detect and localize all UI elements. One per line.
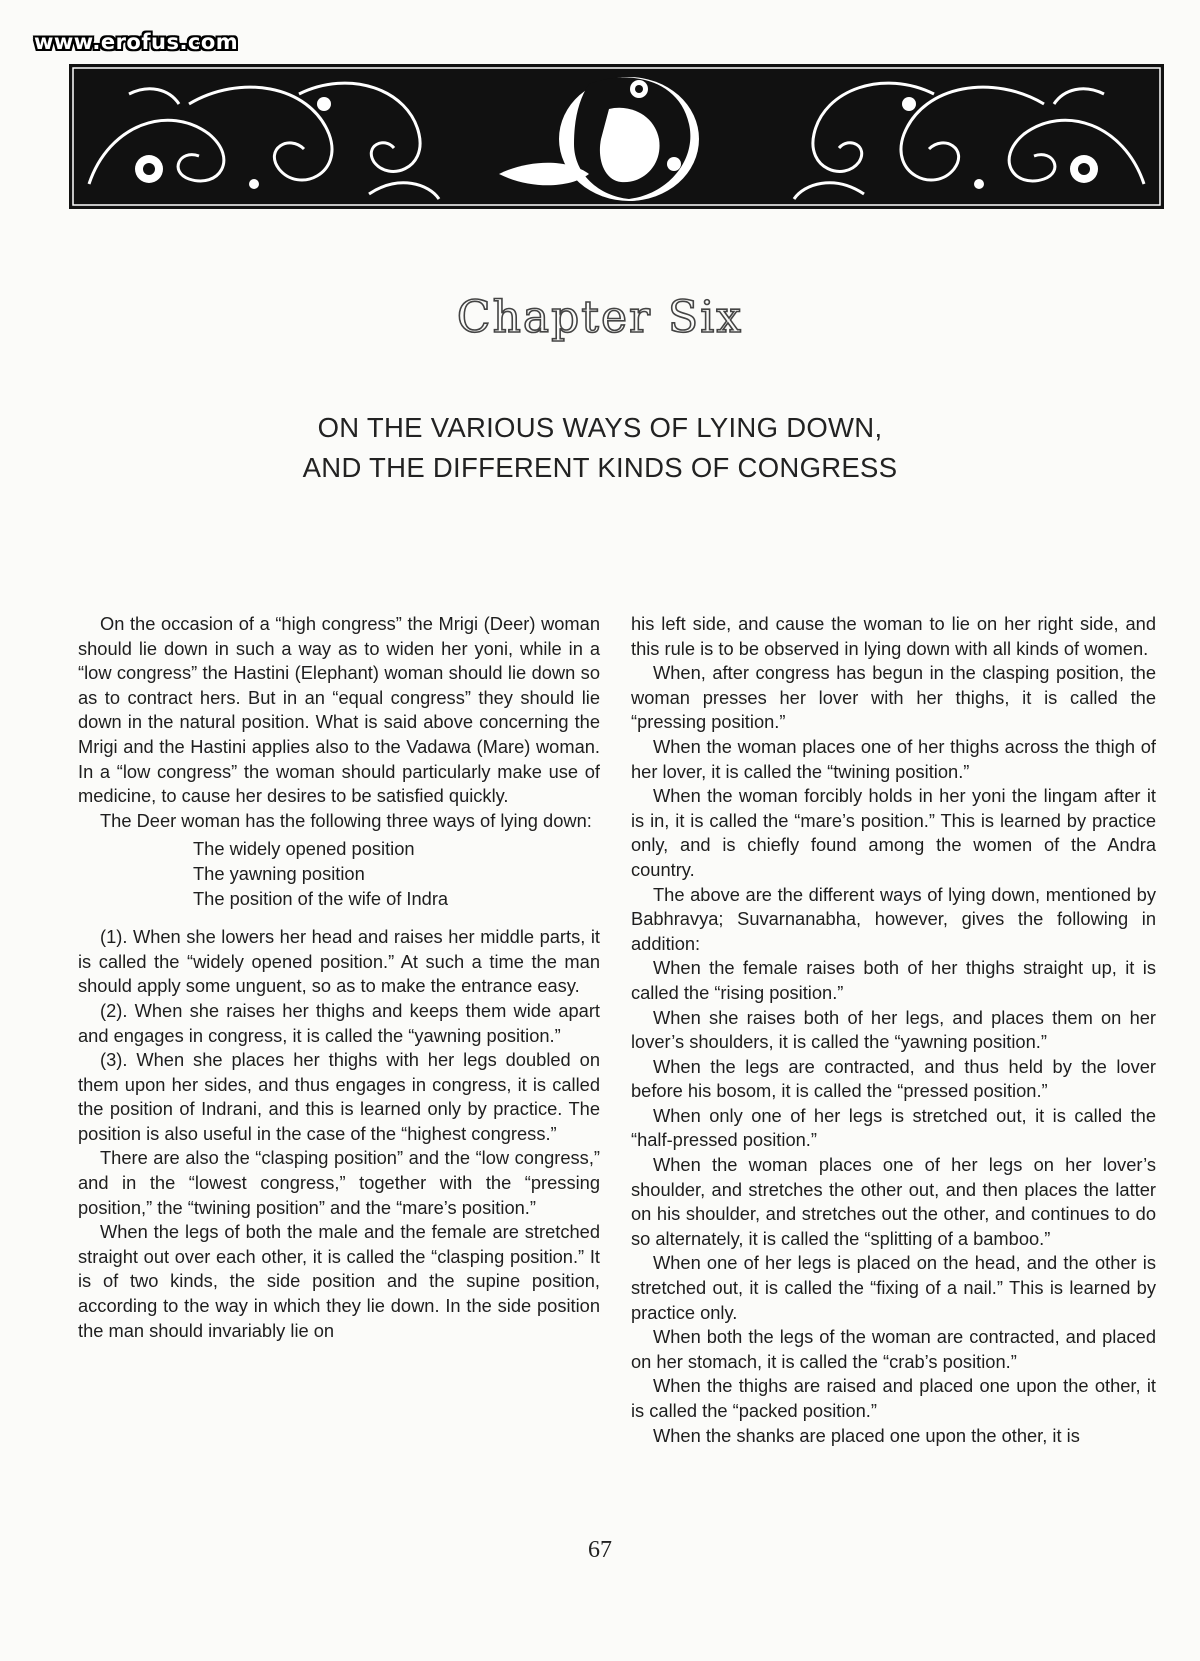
paragraph: When the legs of both the male and the female are stretched straight out over each other, it is called the “clasping position.” It is of two kinds, the side position and the supine position, according to the way in which they lie down. In the side position the man should invariably lie on xyxy=(78,1221,600,1341)
paragraph: (2). When she raises her thighs and keeps them wide apart and engages in congress, it is called the “yawning position.” xyxy=(78,999,600,1046)
list-item: The position of the wife of Indra xyxy=(193,887,449,909)
paragraph: When only one of her legs is stretched out, it is called the “half-pressed position.” xyxy=(631,1104,1156,1151)
paragraph: When the shanks are placed one upon the other, it is xyxy=(653,1424,1080,1446)
page-number: 67 xyxy=(588,1537,612,1563)
paragraph: (3). When she places her thighs with her legs doubled on them upon her sides, and thus engages in congress, it is called the position of Indrani, and this is learned only by practice. The position is also useful in the case of the “highest congress.” xyxy=(78,1049,600,1144)
ornamental-banner xyxy=(69,64,1164,209)
paragraph: When the woman places one of her thighs across the thigh of her lover, it is called the “twining position.” xyxy=(631,735,1156,782)
list-item: The yawning position xyxy=(193,862,365,884)
heading-line-1: ON THE VARIOUS WAYS OF LYING DOWN, xyxy=(317,412,883,443)
paragraph: The Deer woman has the following three ways of lying down: xyxy=(100,809,592,831)
paragraph: When one of her legs is placed on the head, and the other is stretched out, it is called the “fixing of a nail.” This is learned by practice only. xyxy=(631,1252,1156,1323)
paragraph: When the thighs are raised and placed one upon the other, it is called the “packed position.” xyxy=(631,1375,1156,1421)
paragraph: On the occasion of a “high congress” the Mrigi (Deer) woman should lie down in such a way as to widen her yoni, while in a “low congress” the Hastini (Elephant) woman should lie down so as to contract hers. But in an “equal congress” they should lie down in the natural position. What is said above concerning the Mrigi and the Hastini applies also to the Vadawa (Mare) woman. In a “low congress” the woman should particularly make use of medicine, to cause her desires to be satisfied quickly. xyxy=(78,613,600,807)
chapter-title: Chapter Six xyxy=(456,292,744,343)
paragraph: (1). When she lowers her head and raises her middle parts, it is called the “widely opened position.” At such a time the man should apply some unguent, so as to make the entrance easy. xyxy=(78,926,600,997)
paragraph: When, after congress has begun in the clasping position, the woman presses her lover with her thighs, it is called the “pressing position.” xyxy=(631,662,1156,733)
paragraph: When the legs are contracted, and thus held by the lover before his bosom, it is called the “pressed position.” xyxy=(631,1055,1156,1102)
left-column xyxy=(78,612,600,1343)
paragraph: When the woman forcibly holds in her yoni the lingam after it is in, it is called the “mare’s position.” This is learned by practice only, and is chiefly found among the women of the Andra country. xyxy=(631,785,1156,880)
right-column xyxy=(631,612,1156,1448)
heading-line-2: AND THE DIFFERENT KINDS OF CONGRESS xyxy=(302,452,898,483)
paragraph: When both the legs of the woman are contracted, and placed on her stomach, it is called the “crab’s position.” xyxy=(631,1326,1156,1372)
position-list xyxy=(193,837,600,911)
paragraph: The above are the different ways of lying down, mentioned by Babhravya; Suvarnanabha, however, gives the following in addition: xyxy=(631,883,1156,954)
watermark-text: www.erofus.com xyxy=(34,30,239,54)
chapter-heading xyxy=(0,408,1200,488)
paragraph: There are also the “clasping position” and the “low congress,” and in the “lowest congress,” together with the “pressing position,” the “twining position” and the “mare’s position.” xyxy=(78,1147,600,1218)
paragraph: When she raises both of her legs, and places them on her lover’s shoulders, it is called the “yawning position.” xyxy=(631,1006,1156,1053)
paragraph: When the woman places one of her legs on her lover’s shoulder, and stretches the other out, and then places the latter on his shoulder, and stretches out the other, and continues to do so alternately, it is called the “splitting of a bamboo.” xyxy=(631,1154,1156,1249)
list-item: The widely opened position xyxy=(193,838,415,860)
paragraph: his left side, and cause the woman to lie on her right side, and this rule is to be observed in lying down with all kinds of women. xyxy=(631,613,1156,659)
paragraph: When the female raises both of her thighs straight up, it is called the “rising position.” xyxy=(631,957,1156,1003)
